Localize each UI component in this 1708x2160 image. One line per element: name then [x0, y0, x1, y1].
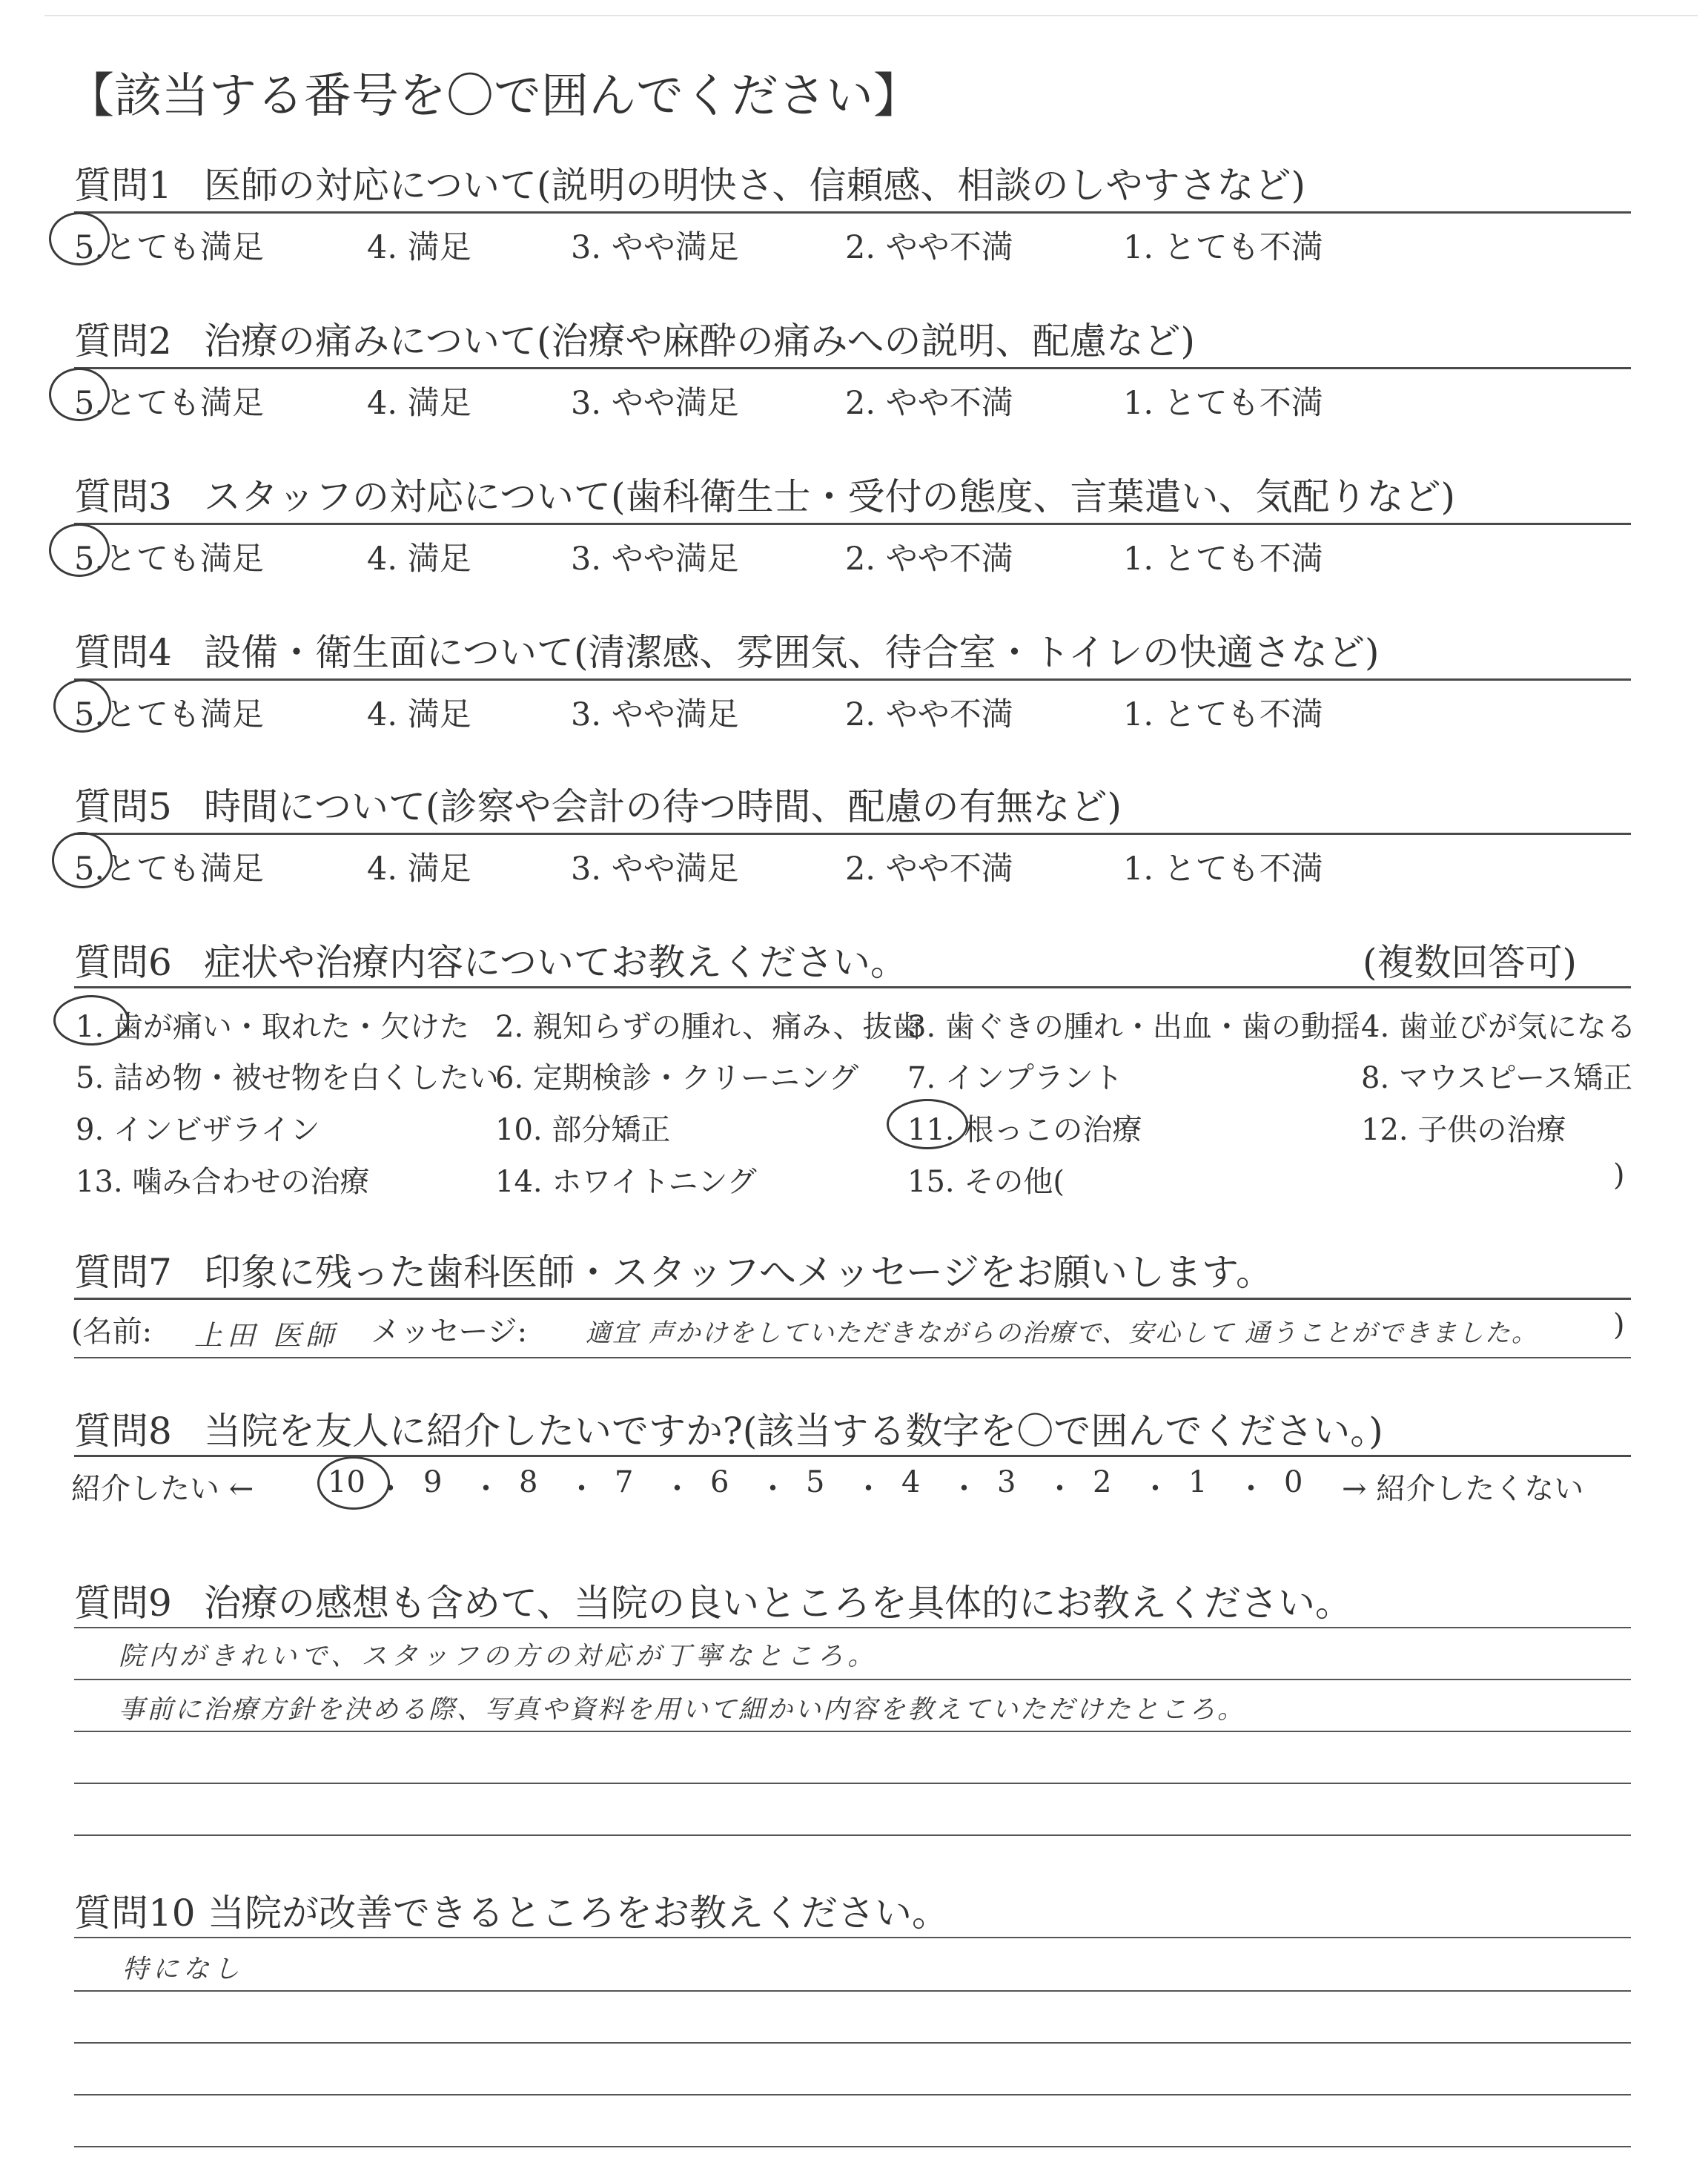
- q8-scale-1[interactable]: 1: [1188, 1465, 1208, 1499]
- q6-item-3[interactable]: 3. 歯ぐきの腫れ・出血・歯の動揺: [907, 1010, 1360, 1044]
- q9-line-4: [74, 1783, 1631, 1784]
- q4-option-3[interactable]: 3. やや満足: [571, 696, 739, 733]
- q9-answer-line-2[interactable]: 事前に治療方針を決める際、写真や資料を用いて細かい内容を教えていただけたところ。: [119, 1695, 1246, 1725]
- q9-label: 質問9: [74, 1582, 172, 1625]
- q9-text: 治療の感想も含めて、当院の良いところを具体的にお教えください。: [204, 1582, 1352, 1625]
- q2-option-2[interactable]: 2. やや不満: [845, 385, 1013, 422]
- q1-option-5[interactable]: 5.とても満足: [74, 229, 265, 266]
- q8-scale-9[interactable]: 9: [423, 1465, 443, 1499]
- q8-scale-2[interactable]: 2: [1093, 1465, 1112, 1499]
- q10-text: 当院が改善できるところをお教えください。: [208, 1892, 949, 1935]
- q8-scale-separator: ・: [566, 1472, 597, 1506]
- q7-close: ): [1613, 1308, 1625, 1342]
- q8-scale-3[interactable]: 3: [997, 1465, 1016, 1499]
- q5-underline: [74, 833, 1631, 835]
- q7-name-value[interactable]: 上田 医師: [194, 1319, 339, 1352]
- q9-line-5: [74, 1834, 1631, 1836]
- q10-line-1: [74, 1937, 1631, 1938]
- q6-item-6[interactable]: 6. 定期検診・クリーニング: [495, 1061, 859, 1095]
- q3-option-4[interactable]: 4. 満足: [367, 541, 471, 578]
- q3-underline: [74, 523, 1631, 525]
- q3-option-3[interactable]: 3. やや満足: [571, 541, 739, 578]
- q10-label: 質問10: [74, 1892, 196, 1935]
- q5-option-3[interactable]: 3. やや満足: [571, 851, 739, 888]
- q9-line-1: [74, 1627, 1631, 1628]
- page-top-edge: [44, 15, 1698, 16]
- q7-bottom-rule: [74, 1357, 1631, 1358]
- q6-item-10[interactable]: 10. 部分矯正: [495, 1113, 671, 1147]
- q1-label: 質問1: [74, 164, 172, 207]
- q10-line-4: [74, 2094, 1631, 2095]
- q4-selection-circle: [53, 679, 111, 733]
- q7-name-label: (名前:: [71, 1315, 153, 1349]
- q7-message-label: メッセージ:: [371, 1315, 528, 1349]
- q6-item-14[interactable]: 14. ホワイトニング: [495, 1165, 757, 1199]
- q5-option-5[interactable]: 5.とても満足: [74, 851, 265, 888]
- q2-option-3[interactable]: 3. やや満足: [571, 385, 739, 422]
- q8-scale-separator: ・: [853, 1472, 884, 1506]
- q10-answer-line-1[interactable]: 特になし: [122, 1955, 245, 1984]
- q4-label: 質問4: [74, 631, 172, 674]
- q9-line-2: [74, 1679, 1631, 1680]
- q8-selection-circle: [317, 1456, 390, 1510]
- q5-label: 質問5: [74, 785, 172, 828]
- q8-label: 質問8: [74, 1410, 172, 1453]
- q2-underline: [74, 367, 1631, 369]
- q2-option-1[interactable]: 1. とても不満: [1123, 385, 1323, 422]
- q8-scale-0[interactable]: 0: [1284, 1465, 1303, 1499]
- q7-message-value[interactable]: 適宜 声かけをしていただきながらの治療で、安心して 通うことができました。: [586, 1318, 1538, 1348]
- q2-option-4[interactable]: 4. 満足: [367, 385, 471, 422]
- q4-option-1[interactable]: 1. とても不満: [1123, 696, 1323, 733]
- q5-option-2[interactable]: 2. やや不満: [845, 851, 1013, 888]
- q2-text: 治療の痛みについて(治療や麻酔の痛みへの説明、配慮など): [204, 320, 1196, 363]
- q7-label: 質問7: [74, 1251, 172, 1294]
- q8-underline: [74, 1455, 1631, 1457]
- q6-underline: [74, 986, 1631, 988]
- q3-selection-circle: [49, 524, 110, 577]
- q8-scale-6[interactable]: 6: [710, 1465, 729, 1499]
- q8-scale-separator: ・: [949, 1472, 979, 1506]
- q6-item-12[interactable]: 12. 子供の治療: [1361, 1113, 1566, 1147]
- q6-item-4[interactable]: 4. 歯並びが気になる: [1361, 1010, 1636, 1044]
- q4-option-2[interactable]: 2. やや不満: [845, 696, 1013, 733]
- q8-scale-separator: ・: [662, 1472, 692, 1506]
- q8-scale-8[interactable]: 8: [519, 1465, 538, 1499]
- q4-text: 設備・衛生面について(清潔感、雰囲気、待合室・トイレの快適さなど): [204, 631, 1380, 674]
- q8-scale-4[interactable]: 4: [901, 1465, 921, 1499]
- q7-underline: [74, 1298, 1631, 1300]
- q3-text: スタッフの対応について(歯科衛生士・受付の態度、言葉遣い、気配りなど): [204, 475, 1456, 518]
- q2-option-5[interactable]: 5.とても満足: [74, 385, 265, 422]
- q8-scale-separator: ・: [1236, 1472, 1266, 1506]
- q10-line-3: [74, 2042, 1631, 2044]
- q10-line-5: [74, 2146, 1631, 2147]
- q4-option-4[interactable]: 4. 満足: [367, 696, 471, 733]
- q6-item-15[interactable]: 15. その他(: [907, 1165, 1065, 1199]
- q6-item-1[interactable]: 1. 歯が痛い・取れた・欠けた: [76, 1010, 469, 1044]
- q1-option-3[interactable]: 3. やや満足: [571, 229, 739, 266]
- form-title: 【該当する番号を〇で囲んでください】: [67, 69, 921, 124]
- q5-text: 時間について(診察や会計の待つ時間、配慮の有無など): [204, 785, 1122, 828]
- q8-scale-7[interactable]: 7: [615, 1465, 634, 1499]
- q6-item-11[interactable]: 11. 根っこの治療: [907, 1113, 1142, 1147]
- q6-item-15-close: ): [1613, 1158, 1625, 1192]
- q1-text: 医師の対応について(説明の明快さ、信頼感、相談のしやすさなど): [204, 164, 1306, 207]
- q6-item-5[interactable]: 5. 詰め物・被せ物を白くしたい: [76, 1061, 499, 1095]
- q8-left-label: 紹介したい ←: [71, 1472, 254, 1506]
- q6-item-7[interactable]: 7. インプラント: [907, 1061, 1123, 1095]
- q8-scale-separator: ・: [758, 1472, 788, 1506]
- q3-option-5[interactable]: 5.とても満足: [74, 541, 265, 578]
- q2-selection-circle: [49, 368, 110, 421]
- q3-option-2[interactable]: 2. やや不満: [845, 541, 1013, 578]
- q8-scale-separator: ・: [1045, 1472, 1075, 1506]
- q4-option-5[interactable]: 5.とても満足: [74, 696, 265, 733]
- q1-option-1[interactable]: 1. とても不満: [1123, 229, 1323, 266]
- q9-answer-line-1[interactable]: 院内がきれいで、スタッフの方の対応が丁寧なところ。: [119, 1642, 878, 1671]
- q4-underline: [74, 678, 1631, 681]
- q6-item-9[interactable]: 9. インビザライン: [76, 1113, 320, 1147]
- q6-note: (複数回答可): [1363, 941, 1578, 984]
- q1-underline: [74, 211, 1631, 214]
- q7-text: 印象に残った歯科医師・スタッフへメッセージをお願いします。: [204, 1251, 1273, 1294]
- q8-scale-separator: ・: [1140, 1472, 1171, 1506]
- q1-option-4[interactable]: 4. 満足: [367, 229, 471, 266]
- q6-text: 症状や治療内容についてお教えください。: [204, 941, 907, 984]
- q6-label: 質問6: [74, 941, 172, 984]
- q8-text: 当院を友人に紹介したいですか?(該当する数字を〇で囲んでください。): [204, 1410, 1383, 1453]
- q5-selection-circle: [52, 832, 113, 888]
- q1-option-2[interactable]: 2. やや不満: [845, 229, 1013, 266]
- q6-selection-circle-11: [887, 1099, 968, 1149]
- q1-selection-circle: [49, 212, 110, 265]
- q6-selection-circle-1: [53, 995, 129, 1046]
- q2-label: 質問2: [74, 320, 172, 363]
- q9-line-3: [74, 1731, 1631, 1732]
- q6-item-8[interactable]: 8. マウスピース矯正: [1361, 1061, 1633, 1095]
- q8-right-label: → 紹介したくない: [1342, 1472, 1584, 1506]
- q10-line-2: [74, 1990, 1631, 1992]
- q3-label: 質問3: [74, 475, 172, 518]
- q6-item-2[interactable]: 2. 親知らずの腫れ、痛み、抜歯: [495, 1010, 922, 1044]
- q8-scale-10[interactable]: 10: [328, 1465, 365, 1499]
- q3-option-1[interactable]: 1. とても不満: [1123, 541, 1323, 578]
- q8-scale-separator: ・: [375, 1472, 406, 1506]
- q6-item-13[interactable]: 13. 噛み合わせの治療: [76, 1165, 370, 1199]
- q8-scale-separator: ・: [471, 1472, 501, 1506]
- q8-scale-5[interactable]: 5: [806, 1465, 825, 1499]
- q5-option-4[interactable]: 4. 満足: [367, 851, 471, 888]
- q5-option-1[interactable]: 1. とても不満: [1123, 851, 1323, 888]
